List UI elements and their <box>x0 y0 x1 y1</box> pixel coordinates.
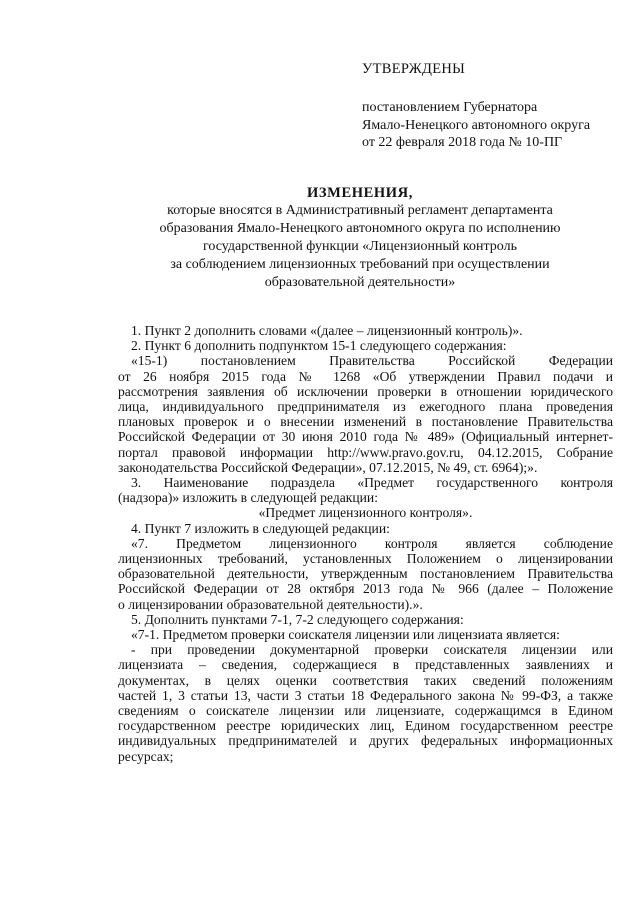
approval-line: постановлением Губернатора <box>362 100 538 116</box>
body-line: индивидуальных предпринимателей и других федеральных информационных <box>118 733 613 749</box>
body-line: 1. Пункт 2 дополнить словами «(далее – лицензионный контроль)». <box>131 323 523 338</box>
body-line: портал правовой информации http://www.pravo.gov.ru, 04.12.2015, Собрание <box>118 444 613 460</box>
body-line: 5. Дополнить пунктами 7-1, 7-2 следующего содержания: <box>131 611 464 627</box>
approval-line: от 22 февраля 2018 года № 10-ПГ <box>362 135 563 151</box>
body-line: «15-1) постановлением Правительства Российской Федерации <box>131 353 613 369</box>
body-line: 4. Пункт 7 изложить в следующей редакции: <box>131 520 390 536</box>
document-subtitle-line: государственной функции «Лицензионный контроль <box>203 239 517 254</box>
body-line: «7-1. Предметом проверки соискателя лицензии или лицензиата является: <box>131 627 560 643</box>
body-line: «7. Предметом лицензионного контроля является соблюдение <box>131 535 613 551</box>
document-heading <box>120 185 600 292</box>
body-line: образовательной деятельности, утвержденным постановлением Правительства <box>118 566 613 582</box>
body-line: от 26 ноября 2015 года № 1268 «Об утверждении Правил подачи и <box>118 368 613 384</box>
body-line: рассмотрения заявления об исключении проверки в отношении юридического <box>118 383 613 399</box>
document-subtitle-line: за соблюдением лицензионных требований при осуществлении <box>170 257 550 272</box>
body-line: сведениям о соискателе лицензии или лицензиате, содержащимся в Едином <box>118 703 613 719</box>
body-line: государственном реестре юридических лиц, Едином государственном реестре <box>118 718 613 734</box>
body-line: лицензиата – сведения, содержащиеся в представленных заявлениях и <box>118 657 613 673</box>
body-line: - при проведении документарной проверки соискателя лицензии или <box>131 642 613 658</box>
body-line: лица, индивидуального предпринимателя из ежегодного плана проведения <box>118 399 613 415</box>
body-line: законодательства Российской Федерации», 07.12.2015, № 49, ст. 6964);». <box>118 459 538 475</box>
document-title: ИЗМЕНЕНИЯ, <box>307 185 413 201</box>
body-line: о лицензировании образовательной деятельности).». <box>118 596 423 612</box>
body-line: «Предмет лицензионного контроля». <box>258 505 473 521</box>
approval-line: Ямало-Ненецкого автономного округа <box>362 117 591 133</box>
body-line: документах, в целях оценки соответствия таких сведений положениям <box>118 672 613 688</box>
approval-block <box>362 62 622 152</box>
body-line: частей 1, 3 статьи 13, части 3 статьи 18 Федерального закона № 99-ФЗ, а также <box>118 687 613 703</box>
document-subtitle-line: которые вносятся в Административный регламент департамента <box>167 203 553 218</box>
body-line: плановых проверок и о внесении изменений в постановление Правительства <box>118 414 613 430</box>
body-line: ресурсах; <box>118 748 174 764</box>
body-line: Российской Федерации от 28 октября 2013 года № 966 (далее – Положение <box>118 581 613 597</box>
body-line: лицензионных требований, установленных Положением о лицензировании <box>118 551 613 567</box>
document-body <box>118 323 613 764</box>
body-line: 2. Пункт 6 дополнить подпунктом 15-1 следующего содержания: <box>131 338 507 354</box>
document-subtitle-line: образовательной деятельности» <box>264 275 456 290</box>
document-subtitle-line: образования Ямало-Ненецкого автономного округа по исполнению <box>159 221 561 236</box>
body-line: 3. Наименование подраздела «Предмет государственного контроля <box>131 475 613 491</box>
approval-title: УТВЕРЖДЕНЫ <box>362 61 466 77</box>
body-line: Российской Федерации от 30 июня 2010 года № 489» (Официальный интернет- <box>118 429 613 445</box>
body-line: (надзора)» изложить в следующей редакции: <box>118 490 378 506</box>
